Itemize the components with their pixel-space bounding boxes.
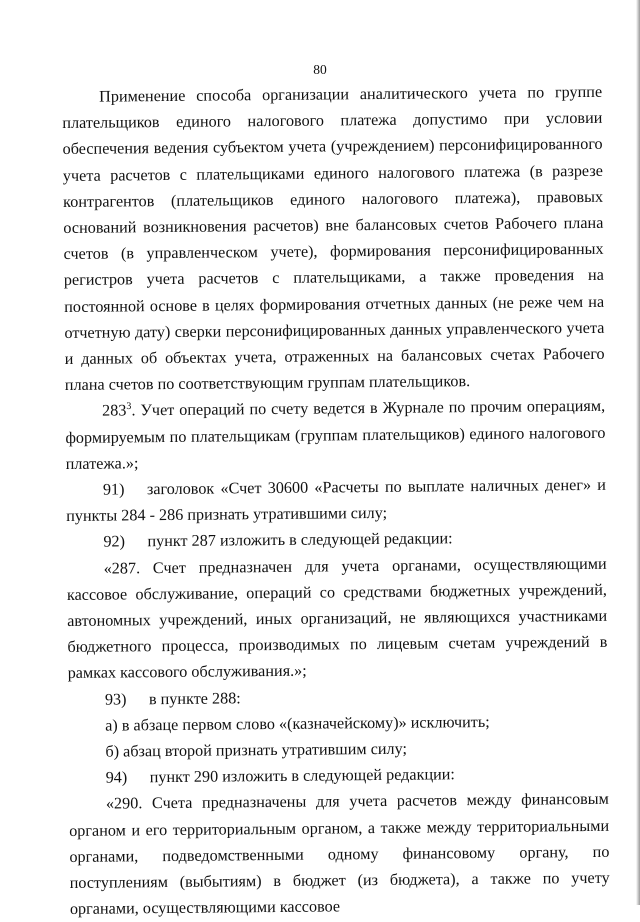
document-body [62, 79, 610, 922]
list-item-92-number: 92) [103, 532, 126, 552]
paragraph-290: «290. Счета предназначены для учета расчетов между финансовым органом и его территориальным органом, а также между территориальными органами, подведомственными одному финансовому органу, по поступлениям (выбытиям) в бюджет (из бюджета), а также по учету органами, осуществляющими кассовое [69, 790, 610, 919]
page-number: 80 [313, 62, 327, 77]
sub-item-a: а) в абзаце первом слово «(казначейскому)» исключить; [105, 712, 490, 735]
list-item-91 [66, 472, 606, 530]
list-item-92-text: пункт 287 изложить в следующей редакции: [147, 529, 453, 551]
page-edge-shadow [636, 0, 640, 905]
paragraph-283-text: . Учет операций по счету ведется в Журнале по прочим операциям, формируемым по плательщикам (группам плательщиков) единого налогового платежа.»; [65, 397, 606, 473]
list-item-94-text: пункт 290 изложить в следующей редакции: [149, 765, 455, 787]
list-item-93-number: 93) [104, 690, 127, 709]
paragraph-283-number: 283 [102, 401, 127, 421]
list-item-91-text: заголовок «Счет 30600 «Расчеты по выплате наличных денег» и пункты 284 - 286 признать утратившими силу; [66, 475, 606, 526]
list-item-93-text: в пункте 288: [148, 688, 241, 708]
paragraph-287: «287. Счет предназначен для учета органами, осуществляющими кассовое обслуживание, операций со средствами бюджетных учреждений, автономных учреждений, иных организаций, не являющихся участниками бюджетного процесса, производимых по лицевым счетам учреждений в рамках кассового обслуживания.»; [66, 554, 608, 683]
paragraph-283-superscript: 3 [126, 401, 132, 413]
paragraph-application-method: Применение способа организации аналитического учета по группе плательщиков единого налогового платежа допустимо при условии обеспечения ведения субъектом учета (учреждением) персонифицированного учета расчетов с плательщиками единого налогового платежа (в разрезе контрагентов (плательщиков единого налогового платежа), правовых оснований возникновения расчетов) вне балансовых счетов Рабочего плана счетов (в управленческом учете), формирования персонифицированных регистров учета расчетов с плательщиками, а также проведения на постоянной основе в целях формирования отчетных данных (не реже чем на отчетную дату) сверки персонифицированных данных управленческого учета и данных об объектах учета, отраженных на балансовых счетах Рабочего плана счетов по соответствующим группам плательщиков. [62, 82, 605, 395]
paragraph-283 [65, 393, 606, 477]
list-item-94-number: 94) [105, 768, 128, 787]
sub-item-b: б) абзац второй признать утратившим силу; [105, 739, 408, 761]
list-item-91-number: 91) [102, 480, 125, 499]
